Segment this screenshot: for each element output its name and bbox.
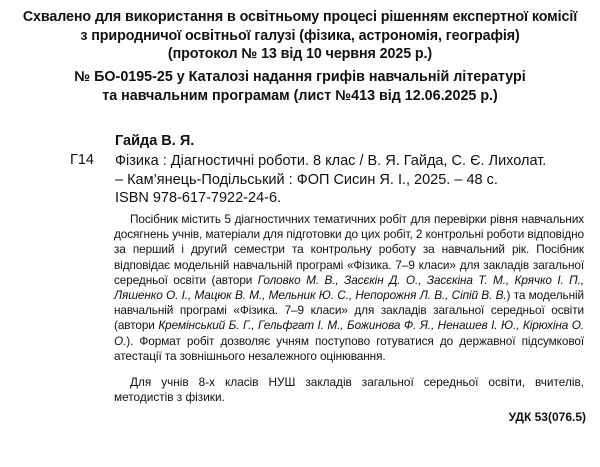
approval-line: (протокол № 13 від 10 червня 2025 р.) xyxy=(167,46,433,63)
annotation-paragraph xyxy=(114,212,584,364)
approval-statement xyxy=(12,8,588,64)
catalog-line: № БО-0195-25 у Каталозі надання грифів навчальній літературі xyxy=(74,69,526,85)
classification-code: Г14 xyxy=(70,152,94,168)
bibliographic-record xyxy=(115,152,590,208)
annotation xyxy=(114,212,584,364)
udk-code: УДК 53(076.5) xyxy=(508,410,586,424)
author-heading: Гайда В. Я. xyxy=(115,133,195,149)
annotation-text: ) та модельній навчальній програмі «Фізика. 7–9 класи» для закладів загальної середньої освіти (автори xyxy=(114,288,584,333)
isbn: ISBN 978-617-7922-24-6. xyxy=(115,190,282,206)
program-authors-2: Кремінський Б. Г., Гельфгат І. М., Божинова Ф. Я., Ненашев І. Ю., Кірюхіна О. О. xyxy=(114,318,584,348)
approval-line: Схвалено для використання в освітньому процесі рішенням експертної комісії xyxy=(22,9,578,25)
program-authors-1: Головко М. В., Засєкін Д. О., Засєкіна Т. М., Крячко І. П., Ляшенко О. І., Мацюк В. М., Мельник Ю. С., Непорожня Л. В., Сіпій В. В. xyxy=(114,272,584,303)
target-audience xyxy=(114,375,584,405)
audience-paragraph: Для учнів 8-х класів НУШ закладів загальної середньої освіти, вчителів, методистів з фізики. xyxy=(114,375,584,405)
biblio-publisher-line: – Кам’янець-Подільський : ФОП Сисин Я. І., 2025. – 48 с. xyxy=(115,171,498,188)
approval-line: з природничої освітньої галузі (фізика, астрономія, географія) xyxy=(80,27,520,44)
annotation-text: ). Формат робіт дозволяє учням поступово готуватися до державної підсумкової атестації та зовнішнього незалежного оцінювання. xyxy=(114,333,584,363)
catalog-statement xyxy=(12,68,588,105)
annotation-text: Посібник містить 5 діагностичних тематичних робіт для перевірки рівня навчальних досягнень учнів, матеріали для підготовки до цих робіт, 2 контрольні роботи відповідно за перший і другий семестри та контрольну роботу за навчальний рік. Посібник відповідає модельній навчальній програмі «Фізика. 7–9 класи» для закладів загальної середньої освіти (автори xyxy=(114,212,584,287)
biblio-title-line: Фізика : Діагностичні роботи. 8 клас / В. Я. Гайда, С. Є. Лихолат. xyxy=(115,153,547,169)
catalog-line: та навчальним програмам (лист №413 від 12.06.2025 р.) xyxy=(102,87,498,104)
